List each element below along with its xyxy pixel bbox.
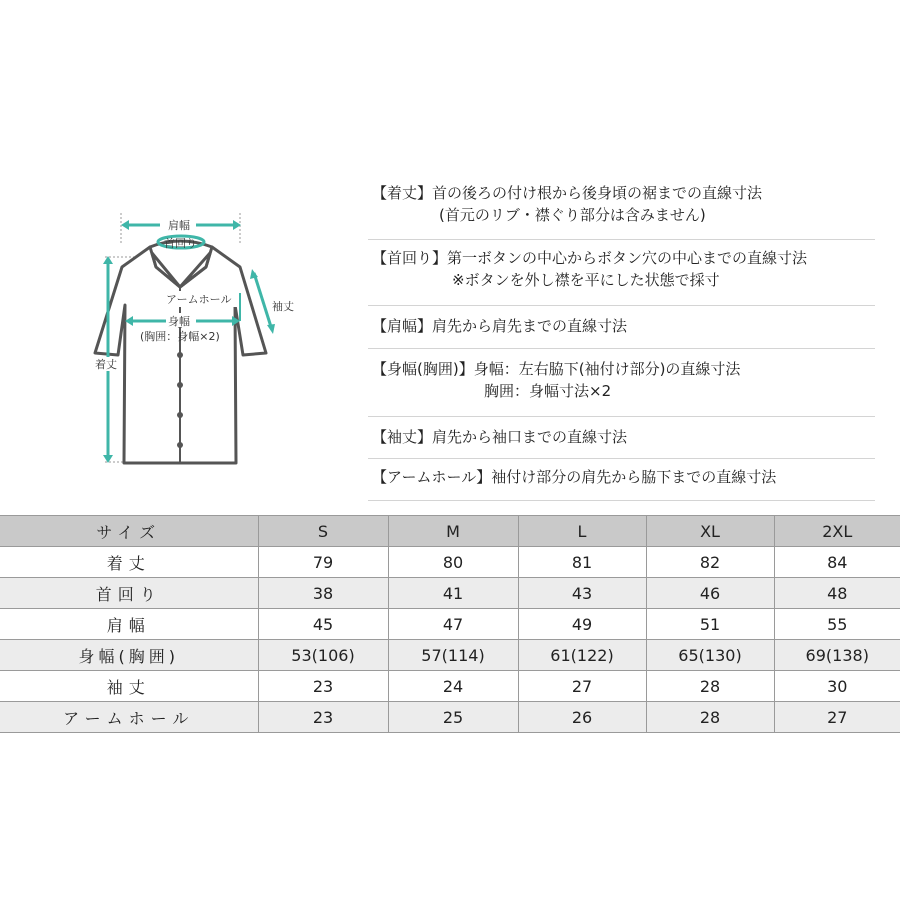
row-label: アームホール (0, 702, 258, 733)
label-mihaba: 身幅 (168, 315, 190, 328)
row-label: 袖丈 (0, 671, 258, 702)
table-row (0, 609, 900, 640)
label-kitake: 着丈 (95, 358, 117, 371)
label-katahaba: 肩幅 (168, 219, 190, 232)
definition-note: (首元のリブ・襟ぐり部分は含みません) (439, 206, 706, 224)
table-cell: 24 (388, 671, 518, 702)
header-size-s: S (258, 516, 388, 547)
table-cell: 28 (646, 702, 774, 733)
table-cell: 51 (646, 609, 774, 640)
label-mihaba-sub: (胸囲：身幅×2) (140, 330, 220, 343)
table-cell: 23 (258, 671, 388, 702)
table-row (0, 578, 900, 609)
shirt-measurement-diagram (80, 205, 294, 475)
measurement-definitions (368, 175, 875, 501)
table-cell: 84 (774, 547, 900, 578)
table-cell: 81 (518, 547, 646, 578)
definition-text: 身幅：左右脇下(袖付け部分)の直線寸法 (473, 360, 741, 378)
table-cell: 82 (646, 547, 774, 578)
header-size-2xl: 2XL (774, 516, 900, 547)
header-size-l: L (518, 516, 646, 547)
definition-katahaba (368, 306, 875, 349)
definition-text: 第一ボタンの中心からボタン穴の中心までの直線寸法 (447, 249, 808, 267)
header-size-xl: XL (646, 516, 774, 547)
definition-kitake (368, 175, 875, 240)
definition-term: 【肩幅】 (372, 317, 433, 335)
table-row (0, 640, 900, 671)
table-cell: 49 (518, 609, 646, 640)
row-label: 首回り (0, 578, 258, 609)
table-cell: 53(106) (258, 640, 388, 671)
table-cell: 47 (388, 609, 518, 640)
table-cell: 69(138) (774, 640, 900, 671)
table-cell: 38 (258, 578, 388, 609)
table-cell: 55 (774, 609, 900, 640)
table-cell: 25 (388, 702, 518, 733)
table-cell: 27 (518, 671, 646, 702)
definition-sodetake (368, 417, 875, 459)
table-cell: 46 (646, 578, 774, 609)
definition-term: 【身幅(胸囲)】 (372, 360, 474, 378)
table-cell: 30 (774, 671, 900, 702)
table-cell: 61(122) (518, 640, 646, 671)
definition-text: 首の後ろの付け根から後身頃の裾までの直線寸法 (432, 184, 763, 202)
table-cell: 45 (258, 609, 388, 640)
shirt-diagram-svg (80, 205, 294, 475)
definition-mihaba (368, 349, 875, 417)
table-cell: 57(114) (388, 640, 518, 671)
table-row (0, 547, 900, 578)
table-cell: 26 (518, 702, 646, 733)
table-header-row (0, 516, 900, 547)
definition-armhole (368, 459, 875, 501)
definition-text: 肩先から袖口までの直線寸法 (432, 428, 628, 446)
definition-term: 【着丈】 (372, 184, 433, 202)
header-size-label: サイズ (0, 516, 258, 547)
table-row (0, 671, 900, 702)
label-armhole: アームホール (166, 293, 232, 306)
header-size-m: M (388, 516, 518, 547)
table-cell: 27 (774, 702, 900, 733)
table-cell: 23 (258, 702, 388, 733)
table-cell: 28 (646, 671, 774, 702)
definition-note: 胸囲：身幅寸法×2 (484, 382, 612, 400)
table-cell: 48 (774, 578, 900, 609)
shirt-outline (95, 241, 266, 463)
definition-text: 肩先から肩先までの直線寸法 (432, 317, 628, 335)
row-label: 身幅(胸囲) (0, 640, 258, 671)
size-chart-table (0, 515, 900, 733)
definition-note: ※ボタンを外し襟を平にした状態で採寸 (452, 271, 720, 289)
row-label: 肩幅 (0, 609, 258, 640)
definition-term: 【首回り】 (372, 249, 448, 267)
table-row (0, 702, 900, 733)
definition-term: 【袖丈】 (372, 428, 433, 446)
table-cell: 65(130) (646, 640, 774, 671)
table-cell: 43 (518, 578, 646, 609)
table-cell: 80 (388, 547, 518, 578)
definition-kubimawari (368, 240, 875, 306)
definition-text: 袖付け部分の肩先から脇下までの直線寸法 (491, 468, 777, 486)
row-label: 着丈 (0, 547, 258, 578)
table-cell: 41 (388, 578, 518, 609)
table-cell: 79 (258, 547, 388, 578)
label-kubimawari: 首回り (164, 237, 197, 250)
label-sodetake: 袖丈 (272, 300, 294, 313)
definition-term: 【アームホール】 (372, 468, 492, 486)
